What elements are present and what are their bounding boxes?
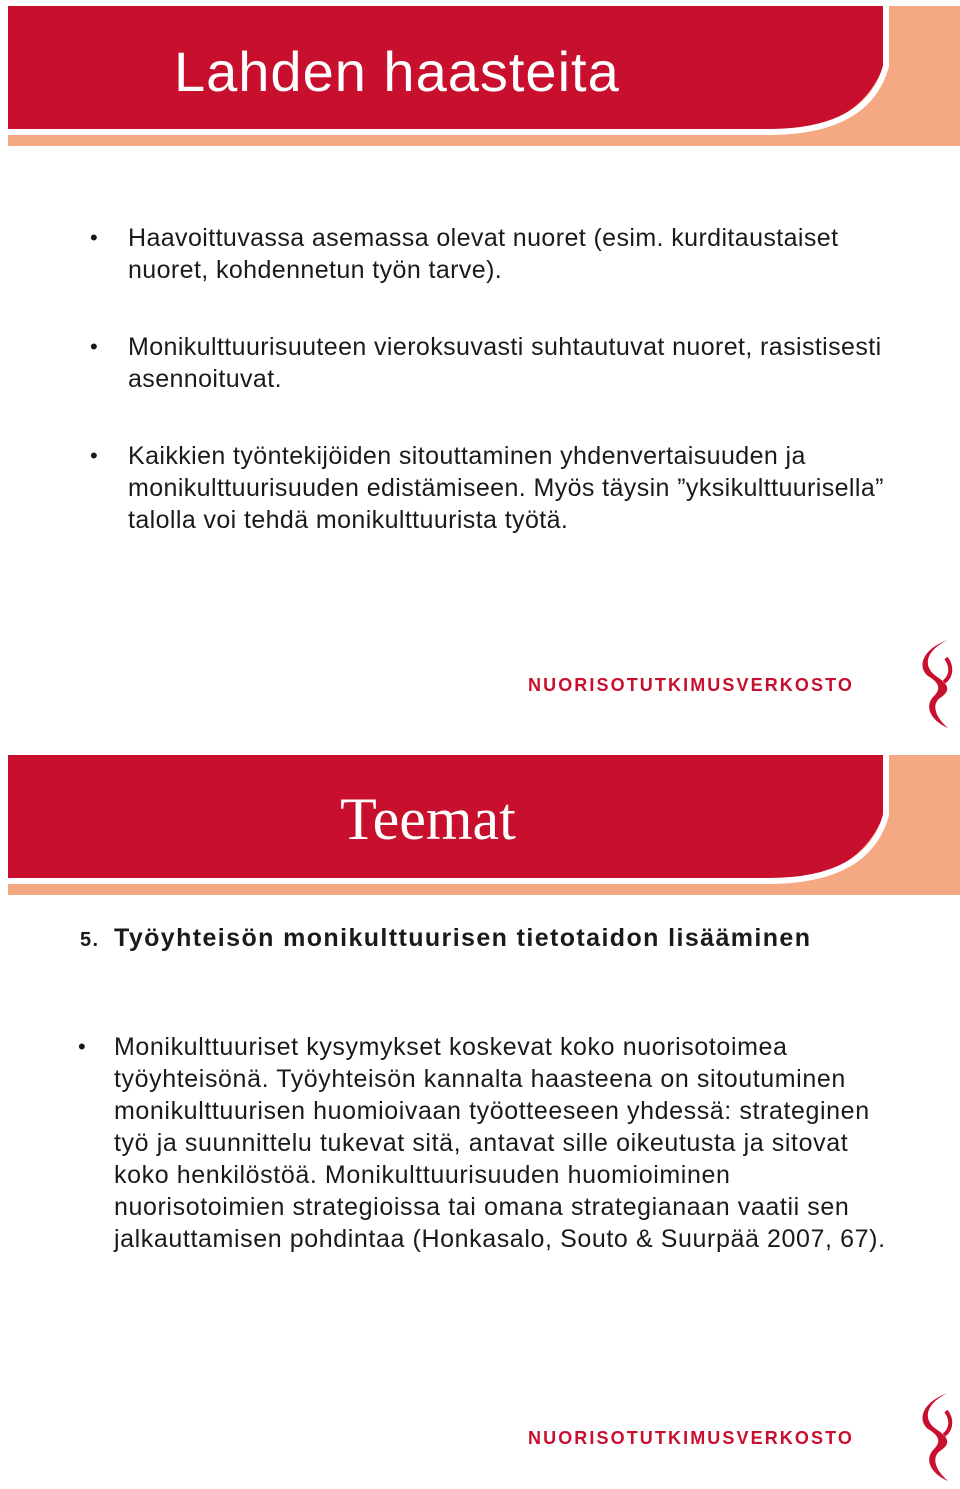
list-item: • Haavoittuvassa asemassa olevat nuoret (esim. kurditaustaiset nuoret, kohdennetun työn tarve). [90, 224, 839, 284]
swirl-logo-icon [918, 1389, 958, 1485]
list-item: • Kaikkien työntekijöiden sitouttaminen yhdenvertaisuuden ja monikulttuurisuuden edistämiseen. Myös täysin ”yksikulttuurisella” talolla voi tehdä monikulttuurista työtä. [90, 442, 884, 534]
slide-title: Lahden haasteita [174, 40, 620, 103]
logo-text: NUORISOTUTKIMUSVERKOSTO [528, 1428, 854, 1448]
title-banner [8, 6, 960, 146]
swirl-logo-icon [918, 636, 958, 732]
list-item: • Monikulttuurisuuteen vieroksuvasti suhtautuvat nuoret, rasistisesti asennoituvat. [90, 333, 882, 393]
title-banner [8, 755, 960, 895]
logo-text: NUORISOTUTKIMUSVERKOSTO [528, 675, 854, 695]
nuorisotutkimusverkosto-logo [528, 1389, 958, 1489]
subheading-number: 5. [80, 929, 100, 951]
slide-lahden-haasteita [0, 0, 960, 743]
bullet-list [90, 222, 920, 581]
nuorisotutkimusverkosto-logo [528, 636, 958, 736]
bullet-icon: • [90, 443, 99, 468]
bullet-list [78, 1031, 908, 1255]
bullet-icon: • [90, 225, 99, 250]
slide-title: Teemat [340, 786, 516, 852]
bullet-icon: • [78, 1034, 87, 1059]
slide-teemat [0, 743, 960, 1486]
bullet-icon: • [90, 334, 99, 359]
list-item: • Monikulttuuriset kysymykset koskevat koko nuorisotoimea työyhteisönä. Työyhteisön kannalta haasteena on sitoutuminen monikulttuurisen huomioivaan työotteeseen yhdessä: strateginen työ ja suunnittelu tukevat sitä, antavat sille oikeutusta ja sitovat koko henkilöstöä. Monikulttuurisuuden huomioiminen nuorisotoimien strategioissa tai omana strategianaan vaatii sen jalkauttamisen pohdintaa (Honkasalo, Souto & Suurpää 2007, 67). [78, 1033, 886, 1253]
subheading: 5. Työyhteisön monikulttuurisen tietotaidon lisääminen [80, 922, 880, 956]
